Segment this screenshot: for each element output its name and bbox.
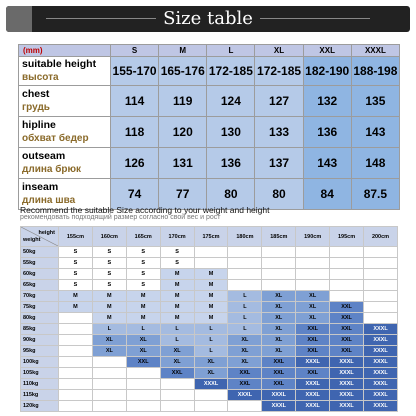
weight-label: 50kg: [21, 247, 59, 258]
weight-row: [21, 313, 398, 324]
size-header-l: L: [207, 45, 255, 57]
fit-cell: XXL: [296, 368, 330, 379]
fit-cell: M: [92, 313, 126, 324]
fit-cell: [330, 258, 364, 269]
fit-cell: L: [228, 302, 262, 313]
measure-value: 77: [159, 179, 207, 210]
weight-row: [21, 357, 398, 368]
recommend-note: Recommend the suitable Size according to your weight and height: [20, 205, 270, 215]
weight-label: 95kg: [21, 346, 59, 357]
fit-cell: S: [126, 269, 160, 280]
weight-label: 65kg: [21, 280, 59, 291]
measure-value: 143: [351, 117, 399, 148]
fit-cell: XXXL: [296, 379, 330, 390]
measure-value: 124: [207, 86, 255, 117]
fit-cell: L: [194, 335, 228, 346]
fit-cell: XXL: [262, 379, 296, 390]
fit-cell: XXXL: [330, 379, 364, 390]
fit-cell: M: [194, 291, 228, 302]
fit-cell: XL: [296, 302, 330, 313]
title-banner: [6, 6, 410, 32]
measure-value: 130: [207, 117, 255, 148]
measure-value: 132: [303, 86, 351, 117]
measure-value: 143: [303, 148, 351, 179]
measure-label-ru: обхват бедер: [22, 133, 89, 144]
fit-cell: [330, 247, 364, 258]
fit-cell: [92, 390, 126, 401]
weight-row: [21, 258, 398, 269]
measure-value: 74: [111, 179, 159, 210]
fit-cell: [92, 379, 126, 390]
measure-label: [19, 57, 111, 86]
fit-cell: [194, 258, 228, 269]
measure-value: 155-170: [111, 57, 159, 86]
height-header: 190cm: [296, 227, 330, 247]
fit-cell: XL: [262, 335, 296, 346]
fit-cell: [126, 401, 160, 412]
fit-cell: XXXL: [296, 401, 330, 412]
fit-cell: XXXL: [228, 390, 262, 401]
fit-cell: S: [92, 280, 126, 291]
fit-cell: S: [59, 258, 93, 269]
corner-weight-label: weight: [23, 237, 41, 243]
measure-row: [19, 86, 400, 117]
fit-cell: XL: [92, 335, 126, 346]
fit-cell: [160, 379, 194, 390]
fit-cell: XXL: [330, 346, 364, 357]
size-header-xxl: XXL: [303, 45, 351, 57]
fit-cell: [126, 379, 160, 390]
fit-cell: XL: [160, 357, 194, 368]
weight-row: [21, 269, 398, 280]
measure-value: 126: [111, 148, 159, 179]
fit-cell: XL: [92, 346, 126, 357]
fit-cell: XXL: [330, 313, 364, 324]
fit-header-row: [21, 227, 398, 247]
fit-cell: [296, 280, 330, 291]
fit-cell: [59, 313, 93, 324]
fit-cell: S: [126, 280, 160, 291]
size-header-m: M: [159, 45, 207, 57]
size-header-row: [19, 45, 400, 57]
fit-cell: M: [59, 302, 93, 313]
fit-cell: XXL: [126, 357, 160, 368]
fit-cell: L: [160, 335, 194, 346]
fit-cell: S: [92, 269, 126, 280]
measure-value: 119: [159, 86, 207, 117]
fit-cell: [364, 247, 398, 258]
fit-cell: M: [160, 280, 194, 291]
measure-label-en: inseam: [22, 181, 59, 193]
measure-row: [19, 148, 400, 179]
measure-value: 165-176: [159, 57, 207, 86]
fit-cell: L: [194, 324, 228, 335]
fit-cell: [262, 269, 296, 280]
unit-label: (mm): [19, 45, 111, 57]
fit-cell: S: [59, 280, 93, 291]
measure-label: [19, 86, 111, 117]
measure-label-ru: длина брюк: [22, 164, 82, 175]
fit-cell: XXXL: [364, 379, 398, 390]
fit-cell: [228, 401, 262, 412]
measure-value: 84: [303, 179, 351, 210]
measure-value: 80: [255, 179, 303, 210]
fit-cell: [59, 335, 93, 346]
fit-cell: XL: [228, 357, 262, 368]
measure-label-en: hipline: [22, 119, 56, 131]
fit-corner-cell: [21, 227, 59, 247]
fit-cell: XXXL: [364, 368, 398, 379]
fit-cell: XXXL: [330, 401, 364, 412]
fit-cell: M: [59, 291, 93, 302]
fit-cell: XXL: [296, 346, 330, 357]
measure-value: 127: [255, 86, 303, 117]
weight-row: [21, 302, 398, 313]
fit-cell: S: [126, 258, 160, 269]
measure-value: 120: [159, 117, 207, 148]
fit-cell: M: [160, 313, 194, 324]
fit-cell: XXXL: [330, 390, 364, 401]
fit-cell: [364, 269, 398, 280]
weight-label: 60kg: [21, 269, 59, 280]
fit-cell: XL: [296, 291, 330, 302]
fit-cell: [330, 269, 364, 280]
fit-cell: XL: [126, 346, 160, 357]
fit-cell: XL: [262, 302, 296, 313]
fit-cell: XL: [228, 346, 262, 357]
fit-cell: L: [160, 324, 194, 335]
weight-row: [21, 280, 398, 291]
fit-cell: S: [92, 247, 126, 258]
size-header-xxxl: XXXL: [351, 45, 399, 57]
weight-label: 100kg: [21, 357, 59, 368]
fit-cell: L: [228, 313, 262, 324]
fit-table: [20, 226, 398, 412]
measure-label-ru: длина шва: [22, 195, 76, 206]
measure-label-en: chest: [22, 88, 50, 100]
height-header: 185cm: [262, 227, 296, 247]
measure-value: 137: [255, 148, 303, 179]
fit-cell: M: [92, 291, 126, 302]
corner-height-label: height: [38, 230, 55, 236]
fit-cell: M: [126, 313, 160, 324]
measure-row: [19, 117, 400, 148]
fit-cell: XXL: [262, 357, 296, 368]
fit-cell: [194, 390, 228, 401]
height-header: 165cm: [126, 227, 160, 247]
fit-cell: XXXL: [364, 324, 398, 335]
fit-cell: XL: [126, 335, 160, 346]
weight-label: 105kg: [21, 368, 59, 379]
size-header-s: S: [111, 45, 159, 57]
fit-cell: XXXL: [364, 390, 398, 401]
fit-cell: [59, 390, 93, 401]
fit-cell: XXL: [296, 324, 330, 335]
fit-cell: [262, 258, 296, 269]
fit-cell: M: [126, 291, 160, 302]
weight-row: [21, 401, 398, 412]
fit-cell: [59, 368, 93, 379]
fit-cell: XXL: [296, 335, 330, 346]
fit-cell: XXL: [160, 368, 194, 379]
fit-cell: S: [160, 258, 194, 269]
measure-value: 87.5: [351, 179, 399, 210]
fit-cell: [160, 401, 194, 412]
weight-label: 115kg: [21, 390, 59, 401]
measure-value: 131: [159, 148, 207, 179]
measure-value: 114: [111, 86, 159, 117]
height-header: 180cm: [228, 227, 262, 247]
fit-cell: [160, 390, 194, 401]
measure-value: 136: [303, 117, 351, 148]
fit-cell: XXL: [330, 302, 364, 313]
measure-row: [19, 57, 400, 86]
recommend-note-ru: рекомендовать подходящий размер согласно свой вес и рост: [20, 214, 221, 221]
height-header: 200cm: [364, 227, 398, 247]
fit-cell: M: [194, 313, 228, 324]
fit-cell: XL: [262, 324, 296, 335]
fit-cell: M: [126, 302, 160, 313]
fit-cell: XL: [262, 291, 296, 302]
fit-cell: XL: [160, 346, 194, 357]
measure-value: 172-185: [255, 57, 303, 86]
fit-cell: [228, 280, 262, 291]
measure-label-en: outseam: [22, 150, 66, 162]
fit-cell: L: [194, 346, 228, 357]
fit-cell: XXXL: [296, 357, 330, 368]
weight-row: [21, 346, 398, 357]
fit-cell: [262, 247, 296, 258]
fit-cell: [228, 269, 262, 280]
fit-cell: XL: [228, 335, 262, 346]
fit-cell: [262, 280, 296, 291]
fit-cell: XXXL: [364, 346, 398, 357]
weight-row: [21, 291, 398, 302]
fit-cell: M: [194, 280, 228, 291]
weight-row: [21, 247, 398, 258]
fit-cell: [330, 291, 364, 302]
fit-cell: [59, 401, 93, 412]
measure-value: 118: [111, 117, 159, 148]
fit-cell: XXL: [228, 368, 262, 379]
fit-cell: M: [194, 269, 228, 280]
fit-cell: [296, 269, 330, 280]
fit-cell: XL: [296, 313, 330, 324]
measure-value: 135: [351, 86, 399, 117]
fit-cell: XL: [262, 313, 296, 324]
fit-cell: M: [92, 302, 126, 313]
fit-cell: [364, 302, 398, 313]
fit-cell: [296, 247, 330, 258]
fit-cell: XXXL: [296, 390, 330, 401]
fit-cell: [194, 401, 228, 412]
measure-value: 136: [207, 148, 255, 179]
fit-cell: XXXL: [194, 379, 228, 390]
height-header: 195cm: [330, 227, 364, 247]
fit-cell: M: [194, 302, 228, 313]
fit-cell: XXXL: [262, 401, 296, 412]
measure-label-en: suitable height: [22, 58, 97, 70]
fit-cell: [364, 313, 398, 324]
fit-cell: XXL: [262, 368, 296, 379]
fit-cell: [59, 357, 93, 368]
weight-label: 120kg: [21, 401, 59, 412]
fit-cell: [59, 379, 93, 390]
fit-cell: [296, 258, 330, 269]
size-table: [18, 44, 400, 210]
fit-cell: XXXL: [364, 335, 398, 346]
weight-row: [21, 390, 398, 401]
weight-label: 85kg: [21, 324, 59, 335]
fit-cell: XXL: [330, 324, 364, 335]
fit-cell: [228, 258, 262, 269]
fit-cell: [194, 247, 228, 258]
measure-label: [19, 148, 111, 179]
fit-cell: [330, 280, 364, 291]
fit-cell: XXXL: [364, 357, 398, 368]
fit-cell: [126, 390, 160, 401]
measure-value: 188-198: [351, 57, 399, 86]
weight-label: 80kg: [21, 313, 59, 324]
height-header: 175cm: [194, 227, 228, 247]
fit-cell: XXXL: [330, 357, 364, 368]
fit-cell: XXXL: [330, 368, 364, 379]
fit-cell: [364, 258, 398, 269]
fit-cell: [59, 324, 93, 335]
height-header: 155cm: [59, 227, 93, 247]
fit-cell: S: [59, 269, 93, 280]
fit-cell: S: [59, 247, 93, 258]
fit-cell: S: [92, 258, 126, 269]
fit-cell: XXXL: [262, 390, 296, 401]
fit-cell: S: [126, 247, 160, 258]
fit-cell: L: [126, 324, 160, 335]
fit-cell: L: [228, 324, 262, 335]
measure-value: 80: [207, 179, 255, 210]
fit-cell: [92, 401, 126, 412]
weight-label: 90kg: [21, 335, 59, 346]
height-header: 170cm: [160, 227, 194, 247]
fit-cell: XXL: [330, 335, 364, 346]
fit-cell: L: [228, 291, 262, 302]
size-header-xl: XL: [255, 45, 303, 57]
fit-cell: [126, 368, 160, 379]
fit-cell: XXL: [228, 379, 262, 390]
weight-row: [21, 379, 398, 390]
fit-cell: [59, 346, 93, 357]
measure-value: 172-185: [207, 57, 255, 86]
fit-cell: XXXL: [364, 401, 398, 412]
fit-cell: XL: [262, 346, 296, 357]
weight-label: 55kg: [21, 258, 59, 269]
measure-label-ru: высота: [22, 72, 59, 83]
fit-cell: S: [160, 247, 194, 258]
measure-value: 133: [255, 117, 303, 148]
fit-cell: [228, 247, 262, 258]
weight-label: 70kg: [21, 291, 59, 302]
fit-cell: M: [160, 269, 194, 280]
weight-row: [21, 335, 398, 346]
fit-cell: L: [92, 324, 126, 335]
weight-label: 110kg: [21, 379, 59, 390]
fit-cell: M: [160, 302, 194, 313]
fit-cell: XL: [194, 357, 228, 368]
weight-row: [21, 368, 398, 379]
weight-row: [21, 324, 398, 335]
fit-cell: [364, 280, 398, 291]
fit-cell: [92, 368, 126, 379]
fit-cell: M: [160, 291, 194, 302]
fit-cell: XL: [194, 368, 228, 379]
page-title: Size table: [163, 8, 253, 29]
measure-label-ru: грудь: [22, 102, 50, 113]
measure-label: [19, 117, 111, 148]
fit-cell: [364, 291, 398, 302]
fit-cell: [92, 357, 126, 368]
measure-value: 182-190: [303, 57, 351, 86]
measure-value: 148: [351, 148, 399, 179]
weight-label: 75kg: [21, 302, 59, 313]
height-header: 160cm: [92, 227, 126, 247]
